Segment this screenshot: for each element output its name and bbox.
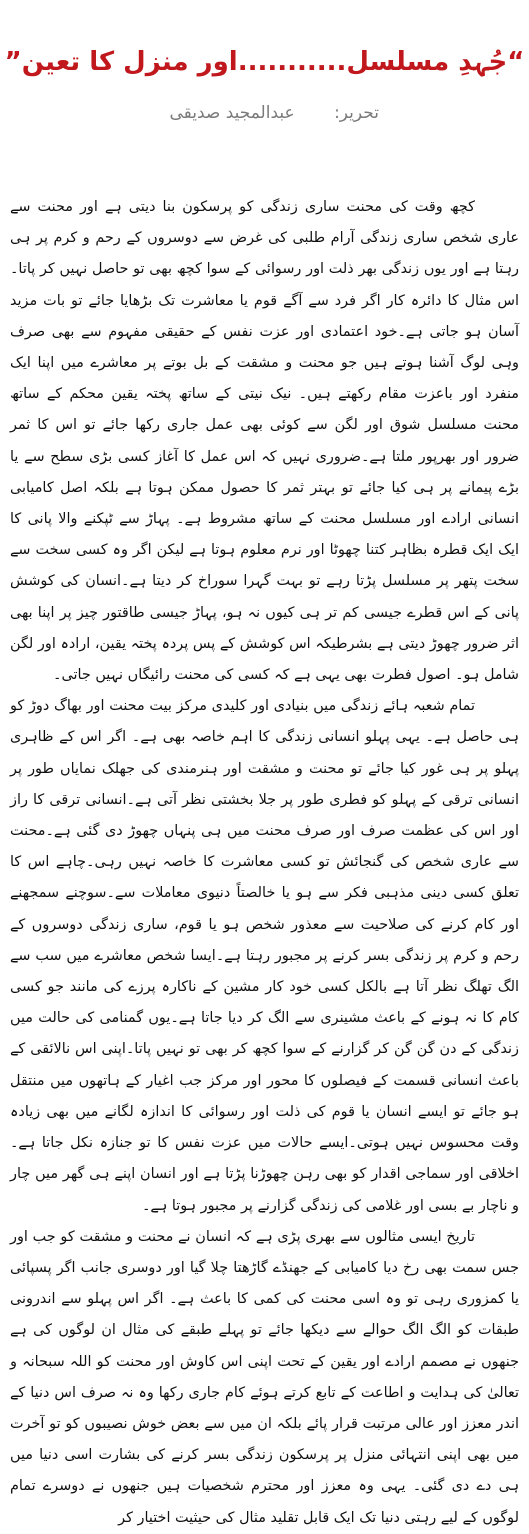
byline-label: تحریر: (334, 103, 379, 123)
article-title: “جُہدِ مسلسل...........اور منزل کا تعین” (4, 47, 525, 77)
article-paragraph: تمام شعبہ ہائے زندگی میں بنیادی اور کلیدی مرکز بیت محنت اور بھاگ دوڑ کو ہی حاصل ہے۔ یہی پہلو انسانی زندگی کا اہم خاصہ بھی ہے۔ اگر اس کے ظاہری پہلو پر ہی غور کیا جائے تو محنت و مشقت اور ہنرمندی کی جھلک نمایاں طور پر انسانی ترقی کے پہلو کو فطری طور پر جلا بخشتی نظر آتی ہے۔انسانی ترقی کا راز اور اس کی عظمت صرف اور صرف محنت میں ہی پنہاں چھوڑ دی گئی ہے۔محنت سے عاری شخص کی گنجائش تو کسی معاشرت کا خاصہ نہیں رہی۔چاہے اس کا تعلق کسی دینی مذہبی فکر سے ہو یا خالصتاً دنیوی معاملات سے۔سوچنے سمجھنے اور کام کرنے کی صلاحیت سے معذور شخص ہو یا قوم، ساری زندگی دوسروں کے رحم و کرم پر زندگی بسر کرنے پر مجبور رہتا ہے۔ایسا شخص معاشرے میں سب سے الگ تھلگ نظر آتا ہے بالکل کسی خود کار مشین کے ناکارہ پرزے کی مانند جو کسی کام کا نہ ہونے کے باعث مشینری سے الگ کر دیا جاتا ہے۔یوں گمنامی کی حالت میں زندگی کے دن گن گن کر گزارنے کے سوا کچھ کر بھی تو نہیں پاتا۔اپنی اس نالائقی کے باعث انسانی قسمت کے فیصلوں کا محور اور مرکز جب اغیار کے ہاتھوں میں منتقل ہو جائے تو ایسے انسان یا قوم کی ذلت اور رسوائی کا اندازہ لگانے میں بھی زیادہ وقت محسوس نہیں ہوتی۔ایسے حالات میں عزت نفس کا تو جنازہ نکل جاتا ہے۔اخلاقی اور سماجی اقدار کو بھی رہن چھوڑنا پڑتا ہے اور انسان اپنے ہی گھر میں چار و ناچار بے بسی اور غلامی کی زندگی گزارنے پر مجبور ہوتا ہے۔ (10, 698, 519, 1214)
author-name: عبدالمجید صدیقی (169, 103, 295, 123)
article-paragraph: تاریخ ایسی مثالوں سے بھری پڑی ہے کہ انسان نے محنت و مشقت کو جب اور جس سمت بھی رخ دیا کامیابی کے جھنڈے گاڑھتا چلا گیا اور دوسری جانب اگر پسپائی یا کمزوری رہی تو وہ اسی محنت کی کمی کا باعث ہے۔ اگر اس پہلو سے اندرونی طبقات کو الگ الگ حوالے سے دیکھا جائے تو پہلے طبقے کی مثال ان لوگوں کی ہے جنھوں نے مصمم ارادے اور یقین کے تحت اپنی اس کاوش اور محنت کو اللہ سبحانہ و تعالیٰ کی ہدایت و اطاعت کے تابع کرتے ہوئے کام جاری رکھا وہ نہ صرف اس دنیا کے اندر معزز اور عالی مرتبت قرار پائے بلکہ ان میں سے بعض خوش نصیبوں کو تو آخرت میں بھی اپنی انتہائی منزل پر پرسکون زندگی بسر کرنے کی بشارت اسی دنیا میں ہی دے دی گئی۔ یہی وہ معزز اور محترم شخصیات ہیں جنھوں نے دوسرے تمام لوگوں کے لیے رہتی دنیا تک ایک قابل تقلید مثال کی حیثیت اختیار کر (10, 1228, 519, 1526)
article-body (10, 192, 519, 1534)
article-paragraph: کچھ وقت کی محنت ساری زندگی کو پرسکون بنا دیتی ہے اور محنت سے عاری شخص ساری زندگی آرام طلبی کی غرض سے دوسروں کے رحم و کرم پر ہی رہتا ہے اور یوں زندگی بھر ذلت اور رسوائی کے سوا کچھ بھی تو حاصل نہیں کر پاتا۔ اس مثال کا دائرہ کار اگر فرد سے آگے قوم یا معاشرت تک بڑھایا جائے تو بات مزید آسان ہو جاتی ہے۔خود اعتمادی اور عزت نفس کے حقیقی مفہوم سے بھی صرف وہی لوگ آشنا ہوتے ہیں جو محنت و مشقت کے بل بوتے پر معاشرے میں اپنا ایک منفرد اور باعزت مقام رکھتے ہیں۔ نیک نیتی کے ساتھ پختہ یقین محکم کے ساتھ محنت مسلسل شوق اور لگن سے کوئی بھی عمل جاری رکھا جائے تو اس کا ثمر ضرور اور بھرپور ملتا ہے۔ضروری نہیں کہ اس عمل کا آغاز کسی بڑی سطح سے یا بڑے پیمانے پر ہی کیا جائے تو بہتر ثمر کا حصول ممکن ہوتا ہے بلکہ اصل کامیابی انسانی ارادے اور مسلسل محنت کے ساتھ مشروط ہے۔ پہاڑ سے ٹپکنے والا پانی کا ایک ایک قطرہ بظاہر کتنا چھوٹا اور نرم معلوم ہوتا ہے لیکن اگر وہ کسی سخت سے سخت پتھر پر مسلسل پڑتا رہے تو بہت گہرا سوراخ کر دیتا ہے۔انسان کی کوشش پانی کے اس قطرے جیسی کم تر ہی کیوں نہ ہو، پہاڑ جیسی طاقتور چیز پر اپنا بھی اثر ضرور چھوڑ دیتی ہے بشرطیکہ اس کوشش کے پس پردہ پختہ یقین، ارادہ اور لگن شامل ہو۔ اصول فطرت بھی یہی ہے کہ کسی کی محنت رائیگاں نہیں جاتی۔ (10, 199, 519, 684)
byline (150, 100, 379, 126)
